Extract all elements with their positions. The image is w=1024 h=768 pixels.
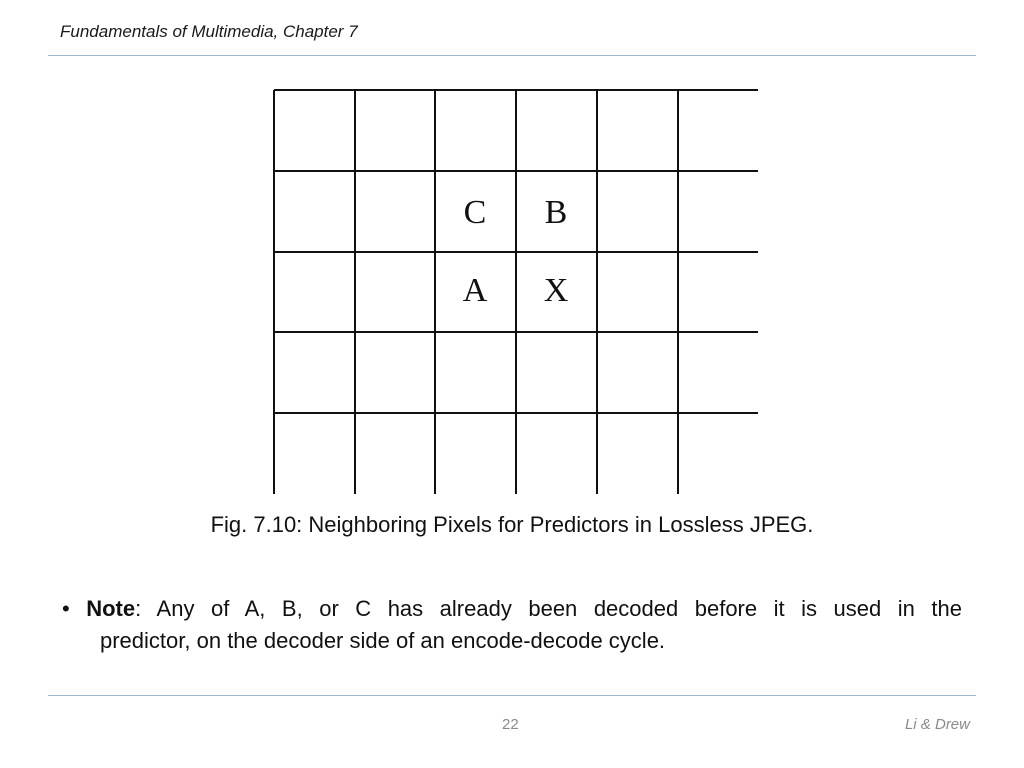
pixel-label-a: A: [462, 272, 488, 309]
pixel-grid-svg: [270, 88, 762, 498]
pixel-label-c: C: [463, 194, 487, 231]
note-bullet-paragraph: [62, 593, 962, 657]
note-label: Note: [86, 596, 136, 621]
note-line-1: [62, 593, 962, 625]
figure-caption: Fig. 7.10: Neighboring Pixels for Predictors in Lossless JPEG.: [210, 512, 814, 537]
footer-divider: [48, 695, 976, 696]
note-text-1: : Any of A, B, or C has already been decoded before it is used in the: [135, 596, 962, 621]
footer-author: Li & Drew: [904, 716, 970, 733]
pixel-label-x: X: [543, 272, 569, 309]
page-number: 22: [502, 716, 519, 733]
pixel-grid-figure: [270, 88, 762, 498]
grid-lines: [274, 90, 758, 494]
note-line-2: predictor, on the decoder side of an encode-decode cycle.: [100, 628, 666, 653]
header-divider: [48, 55, 976, 56]
bullet-marker: •: [62, 596, 70, 621]
slide-header-title: Fundamentals of Multimedia, Chapter 7: [60, 22, 358, 41]
pixel-label-b: B: [544, 194, 568, 231]
